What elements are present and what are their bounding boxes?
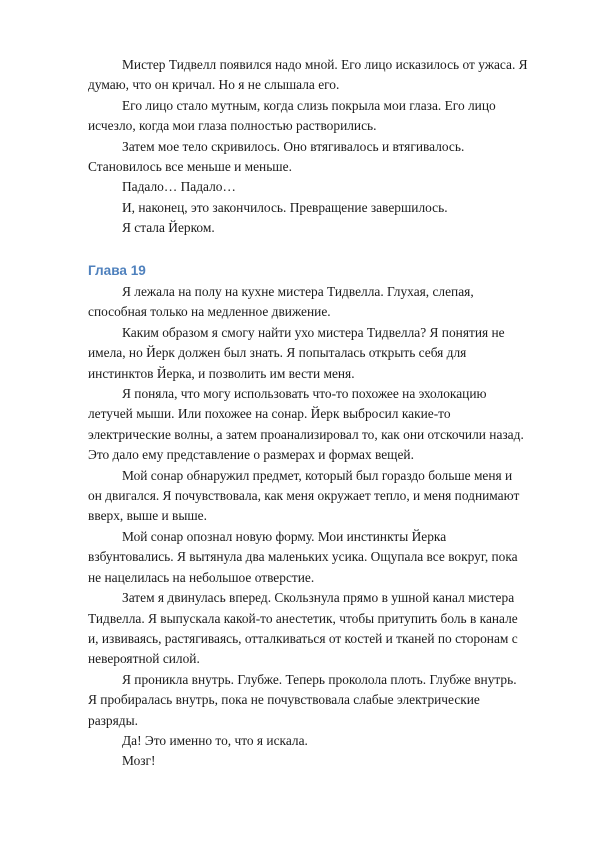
paragraph: Его лицо стало мутным, когда слизь покрыла мои глаза. Его лицо исчезло, когда мои глаза полностью растворились.	[88, 97, 496, 134]
paragraph: Мозг!	[122, 753, 156, 769]
paragraph: Я поняла, что могу использовать что-то похожее на эхолокацию летучей мыши. Или похожее на сонар. Йерк выбросил какие-то электрические волны, а затем проанализировал то, как они отскочили назад. Это дало ему представление о размерах и формах вещей.	[88, 386, 524, 463]
paragraph: И, наконец, это закончилось. Превращение завершилось.	[122, 199, 448, 215]
paragraph: Мистер Тидвелл появился надо мной. Его лицо исказилось от ужаса. Я думаю, что он кричал. Но я не слышала его.	[88, 57, 528, 93]
text-section-before-chapter	[88, 55, 528, 239]
paragraph: Каким образом я смогу найти ухо мистера Тидвелла? Я понятия не имела, но Йерк должен был знать. Я попыталась открыть себя для инстинктов Йерка, и позволить им вести меня.	[88, 324, 505, 381]
paragraph: Да! Это именно то, что я искала.	[122, 732, 308, 748]
paragraph: Я стала Йерком.	[122, 220, 215, 236]
paragraph: Падало… Падало…	[122, 179, 236, 195]
paragraph: Затем я двинулась вперед. Скользнула прямо в ушной канал мистера Тидвелла. Я выпускала какой-то анестетик, чтобы притупить боль в канале и, извиваясь, растягиваясь, отталкиваться от костей и тканей по сторонам с невероятной силой.	[88, 590, 518, 667]
text-section-chapter-body	[88, 282, 528, 772]
paragraph: Затем мое тело скривилось. Оно втягивалось и втягивалось. Становилось все меньше и меньше.	[88, 138, 465, 175]
paragraph: Я проникла внутрь. Глубже. Теперь проколола плоть. Глубже внутрь. Я пробиралась внутрь, пока не почувствовала слабые электрические разряды.	[88, 671, 517, 728]
chapter-heading: Глава 19	[88, 263, 146, 278]
paragraph: Мой сонар обнаружил предмет, который был гораздо больше меня и он двигался. Я почувствовала, как меня окружает тепло, и меня поднимают вверх, выше и выше.	[88, 467, 520, 524]
paragraph: Я лежала на полу на кухне мистера Тидвелла. Глухая, слепая, способная только на медленное движение.	[88, 284, 474, 320]
paragraph: Мой сонар опознал новую форму. Мои инстинкты Йерка взбунтовались. Я вытянула два маленьких усика. Ощупала все вокруг, пока не нацелилась на небольшое отверстие.	[88, 528, 518, 585]
